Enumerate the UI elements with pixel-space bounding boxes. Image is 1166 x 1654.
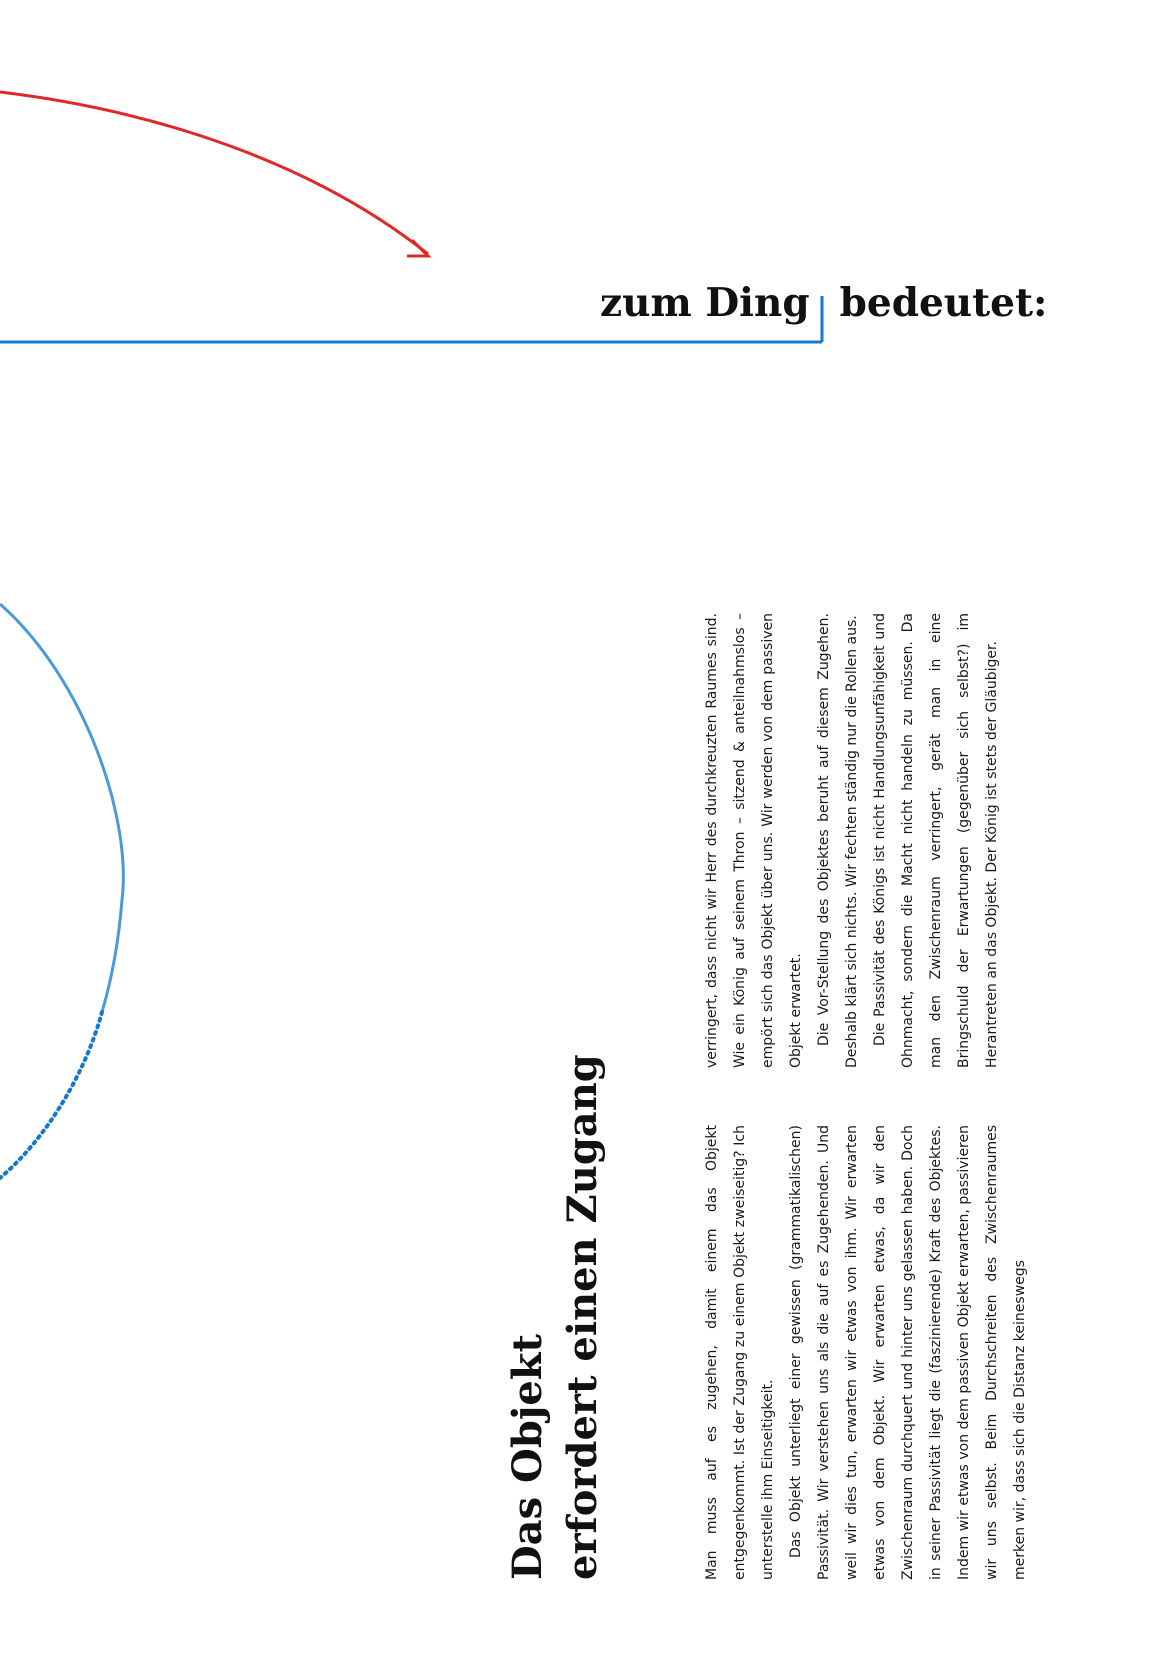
text-column-2 xyxy=(698,613,1006,1068)
paragraph: verringert, dass nicht wir Herr des durchkreuzten Raumes sind. Wie ein König auf seinem Thron – sitzend & anteilnahmslos – empört sich das Objekt über uns. Wir werden von dem passiven Objekt erwartet. xyxy=(704,613,804,1068)
red-curved-arrow xyxy=(0,92,428,254)
paragraph: Die Vor-Stellung des Objektes beruht auf diesem Zugehen. Deshalb klärt sich nichts. Wir fechten ständig nur die Rollen aus. xyxy=(816,613,860,1068)
text-column-1 xyxy=(698,1125,1034,1580)
title-line-2: erfordert einen Zugang xyxy=(559,1054,606,1580)
paragraph: Die Passivität des Königs ist nicht Handlungsunfähigkeit und Ohnmacht, sondern die Macht nicht handeln zu müssen. Da man den Zwischenraum verringert, gerät man in eine Bringschuld der Erwartungen (gegenüber sich selbst?) im Herantreten an das Objekt. Der König ist stets der Gläubiger. xyxy=(872,613,1000,1068)
article-title xyxy=(500,940,610,1580)
rotated-article xyxy=(500,580,1060,1580)
blue-arc xyxy=(0,604,123,1012)
header-part-2: bedeutet: xyxy=(839,280,1048,326)
header-part-1: zum Ding xyxy=(600,280,810,326)
red-arrow-head xyxy=(407,240,428,256)
header-phrase xyxy=(600,280,1047,340)
blue-arc-dotted xyxy=(0,1012,102,1178)
paragraph: Man muss auf es zugehen, damit einem das Objekt entgegenkommt. Ist der Zugang zu einem Objekt zweiseitig? Ich unterstelle ihm Einseitigkeit. xyxy=(704,1125,776,1580)
paragraph: Das Objekt unterliegt einer gewissen (grammatikalischen) Passivität. Wir verstehen uns als die auf es Zugehenden. Und weil wir dies tun, erwarten wir etwas von ihm. Wir erwarten etwas von dem Objekt. Wir erwarten etwas, da wir den Zwischenraum durchquert und hinter uns gelassen haben. Doch in seiner Passivität liegt die (faszinierende) Kraft des Objektes. Indem wir etwas von dem passiven Objekt erwarten, passivieren wir uns selbst. Beim Durchschreiten des Zwischenraumes merken wir, dass sich die Distanz keineswegs xyxy=(788,1125,1028,1580)
title-line-1: Das Objekt xyxy=(504,1334,551,1580)
